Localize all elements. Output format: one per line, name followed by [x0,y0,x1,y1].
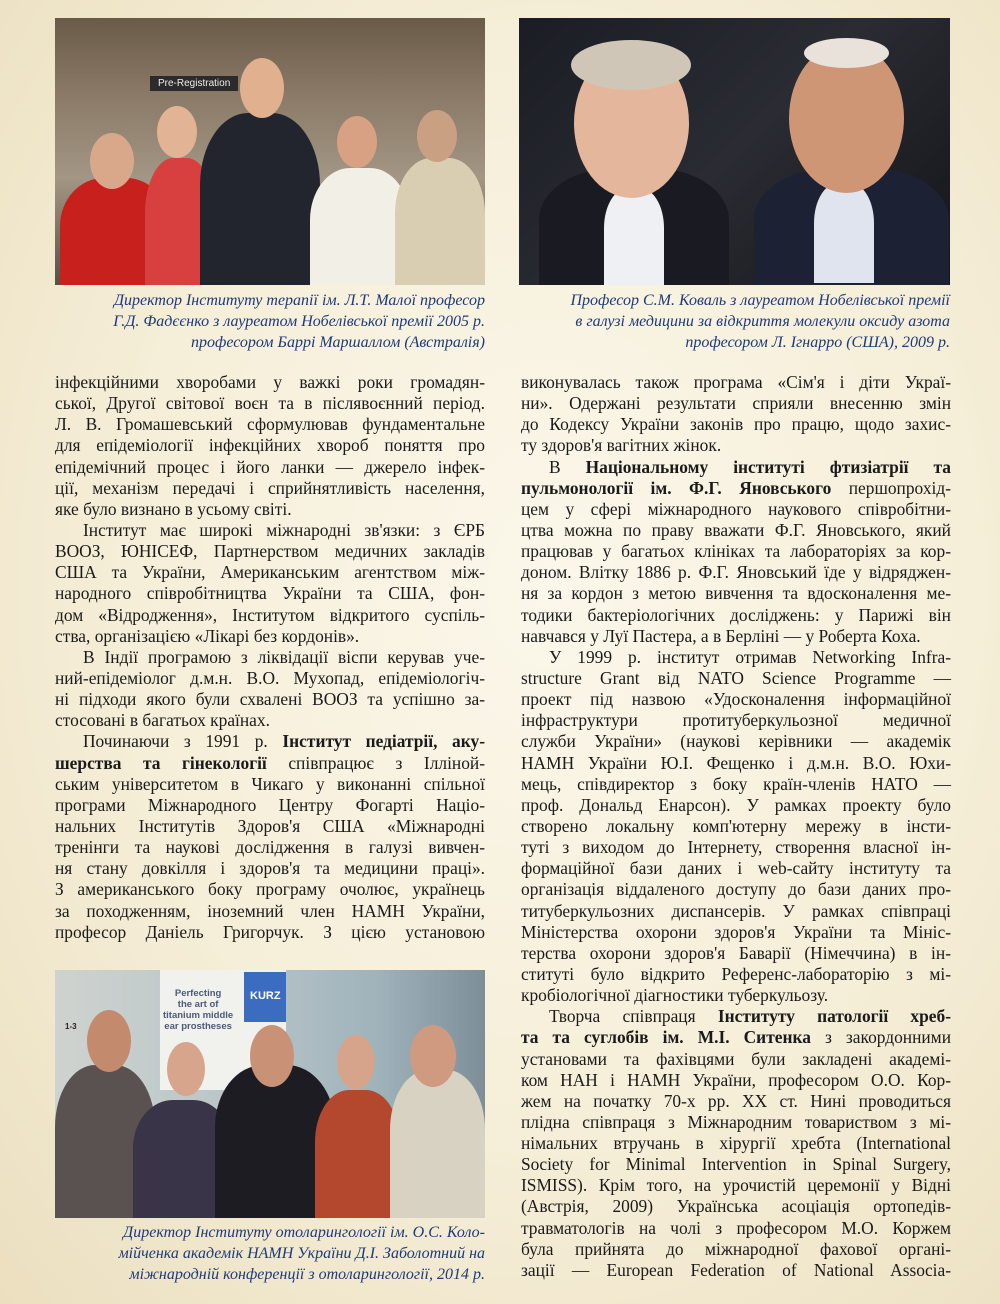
text-line: ни». Одержані результати сприяли внесенню змін [521,393,951,414]
text-line: ту здоров'я вагітних жінок. [521,435,722,456]
text-line: ської, Другої світової воєн та в післявоєнний період. [55,393,485,414]
text-line: титуберкульозних диспансерів. У рамках співпраці [521,900,951,921]
text-line: доном. Влітку 1886 р. Ф.Г. Яновський їде у відряджен- [521,562,951,583]
text-line: ня за кордон з метою вивчення та вдосконалення ме- [521,583,951,604]
text-line: професор Даніель Григорчук. З цією установою [55,921,485,942]
text-line: НАМН України Ю.І. Фещенко і д.м.н. В.О. Юхи- [521,752,951,773]
text-line [55,731,485,752]
text-line: ISMISS). Крім того, на урочистій церемонії у Відні [521,1175,951,1196]
text-span: з закордонними [810,1027,951,1048]
text-line [521,478,951,499]
text-line [521,1006,951,1027]
text-line: стосовані в багатьох країнах. [55,710,270,731]
text-line: З американського боку програму очолює, українець [55,879,485,900]
text-line: кробіологічної діагностики туберкульозу. [521,985,829,1006]
institution-name: та та суглобів ім. М.І. Ситенка [521,1027,811,1048]
text-line: проект під назвою «Удосконалення інформаційної [521,689,951,710]
text-line: тренінги та наукові дослідження в галузі вивчен- [55,837,485,858]
photo-caption [55,1222,485,1285]
text-span: В [549,456,586,477]
photo-caption [55,290,485,353]
text-line: США та України, Американським агентством між- [55,562,485,583]
institution-name: Інститут педіатрії, аку- [282,731,485,752]
paragraph [55,731,485,942]
text-line: терства охорони здоров'я Баварії (Німеччина) в ін- [521,942,951,963]
text-line: ським університетом в Чикаго у виконанні спільної [55,773,485,794]
text-line: туті з виходом до Інтернету, створення власної ін- [521,837,951,858]
caption-line: Директор Інституту терапії ім. Л.Т. Малої професор [113,292,485,309]
text-span: першопрохід- [831,477,951,498]
text-line: мець, співдиректор з боку країн-членів НАТО — [521,773,951,794]
text-line: служби України» (наукові керівники — академік [521,731,951,752]
text-line: народного співробітництва України та США, фон- [55,583,485,604]
text-line [521,1027,951,1048]
text-line: яке було визнано в усьому світі. [55,498,292,519]
photo-caption [519,290,950,353]
text-line: інфекційними хворобами у важкі роки громадян- [55,372,485,392]
caption-line: Г.Д. Фадєєнко з лауреатом Нобелівської премії 2005 р. [113,313,485,330]
text-line: цем у сфері міжнародного наукового співробітни- [521,498,951,519]
institution-name: Інституту патології хреб- [717,1006,951,1027]
text-line: Інститут має широкі міжнародні зв'язки: з ЄРБ [83,519,485,540]
text-line: ВООЗ, ЮНІСЕФ, Партнерством медичних закладів [55,541,485,562]
text-line: виконувалась також програма «Сім'я і діти Украї- [521,372,951,392]
text-line: тодики бактеріологічних досліджень: у Парижі він [521,604,951,625]
text-column-left [55,372,485,943]
paragraph [55,647,485,732]
text-line: для епідеміології інфекційних хвороб поняття про [55,435,485,456]
caption-line: Професор С.М. Коваль з лауреатом Нобелівської премії [570,292,950,309]
text-line: Міністерства охорони здоров'я України та Мініс- [521,921,951,942]
text-line: ституті було відкрито Референс-лабораторію з мі- [521,963,951,984]
paragraph [521,457,951,647]
text-line: створено локальну комп'ютерну мережу в інсти- [521,815,951,836]
text-line: ком НАН і НАМН України, професором О.О. Кор- [521,1069,951,1090]
caption-line: професором Баррі Маршаллом (Австралія) [190,334,485,351]
text-line: ції, механізм передачі і сприйнятливість населення, [55,477,485,498]
text-line: нальних Інститутів Здоров'я США «Міжнародні [55,815,485,836]
text-line: епідемічний процес і його ланки — джерело інфек- [55,456,485,477]
paragraph [55,520,485,647]
caption-line: міжнародній конференції з отоларингології, 2014 р. [129,1266,485,1283]
text-line: Л. В. Громашевський сформулював фундаментальне [55,414,485,435]
paragraph [521,1006,951,1281]
text-line: ні підходи якого були схвалені ВООЗ та успішно за- [55,689,485,710]
text-line: організація віддаленого доступу до бази даних про- [521,879,951,900]
text-line: навчався у Луї Пастера, а в Берліні — у Роберта Коха. [521,625,921,646]
text-line: цтва можна по праву вважати Ф.Г. Яновського, який [521,519,951,540]
text-line: зації — European Federation of National Associa- [521,1259,951,1280]
text-line: установами та фахівцями були закладені академі- [521,1048,951,1069]
text-line: ний-епідеміолог д.м.н. В.О. Мухопад, епідеміологіч- [55,667,485,688]
text-line: інфраструктури протитуберкульозної медичної [521,710,951,731]
caption-line: мійченка академік НАМН України Д.І. Заболотний на [118,1245,485,1262]
photo-fadeyenko-marshall [55,18,485,285]
text-line [521,457,951,478]
text-line: німальних втручань в хірургії хребта (International [521,1133,951,1154]
text-line: structure Grant від NATO Science Programme — [521,667,951,688]
institution-name: Національному інституті фтизіатрії та [585,456,951,477]
text-line [55,753,485,774]
text-line: жем на початку 70-х рр. XX ст. Нині проводиться [521,1090,951,1111]
text-line: працював у багатьох клініках та лабораторіях за кор- [521,541,951,562]
text-line: Society for Minimal Intervention in Spinal Surgery, [521,1154,951,1175]
text-line: У 1999 р. інститут отримав Networking Infra- [549,646,951,667]
text-line: за походженням, іноземний член НАМН України, [55,900,485,921]
paragraph [521,647,951,1006]
institution-name: пульмонології ім. Ф.Г. Яновського [521,477,832,498]
text-span: Починаючи з 1991 р. [83,731,283,752]
text-span: Творча співпраця [549,1006,718,1027]
text-line: формаційної бази даних і web-сайту інституту та [521,858,951,879]
text-line: травматологів на чолі з професором М.О. Коржем [521,1217,951,1238]
photo-koval-ignarro [519,18,950,285]
caption-line: в галузі медицини за відкриття молекули оксиду азота [575,313,950,330]
paragraph [55,372,485,520]
text-line: плідна співпраця з Міжнародним товариством з мі- [521,1111,951,1132]
text-line: програми Міжнародного Центру Фогарті Націо- [55,794,485,815]
pre-registration-sign: Pre-Registration [150,76,238,91]
kurz-logo-text: KURZ [250,990,281,1002]
text-line: до Кодексу України законів про працю, щодо захис- [521,414,951,435]
paragraph [521,372,951,457]
caption-line: професором Л. Ігнарро (США), 2009 р. [685,334,950,351]
kurz-banner-text: Perfecting the art of titanium middle ear prostheses [163,988,234,1032]
text-line: (Австрія, 2009) Українська асоціація ортопедів- [521,1196,951,1217]
text-span: співпрацює з Ілліной- [266,752,485,773]
caption-line: Директор Інституту отоларингології ім. О.С. Коло- [123,1224,485,1241]
hall-sign: 1-3 [65,1022,77,1031]
photo-zabolotny-conference [55,970,485,1218]
institution-name: шерства та гінекології [55,752,267,773]
text-line: ня стану довкілля і здоров'я та медицини праці». [55,858,485,879]
text-line: була прийнята до міжнародної фахової органі- [521,1238,951,1259]
text-line: ства, організацією «Лікарі без кордонів». [55,625,360,646]
text-column-right [521,372,951,1281]
text-line: дом «Відродження», Інститутом відкритого суспіль- [55,604,485,625]
text-line: проф. Дональд Енарсон). У рамках проекту було [521,794,951,815]
text-line: В Індії програмою з ліквідації віспи керував уче- [83,646,485,667]
